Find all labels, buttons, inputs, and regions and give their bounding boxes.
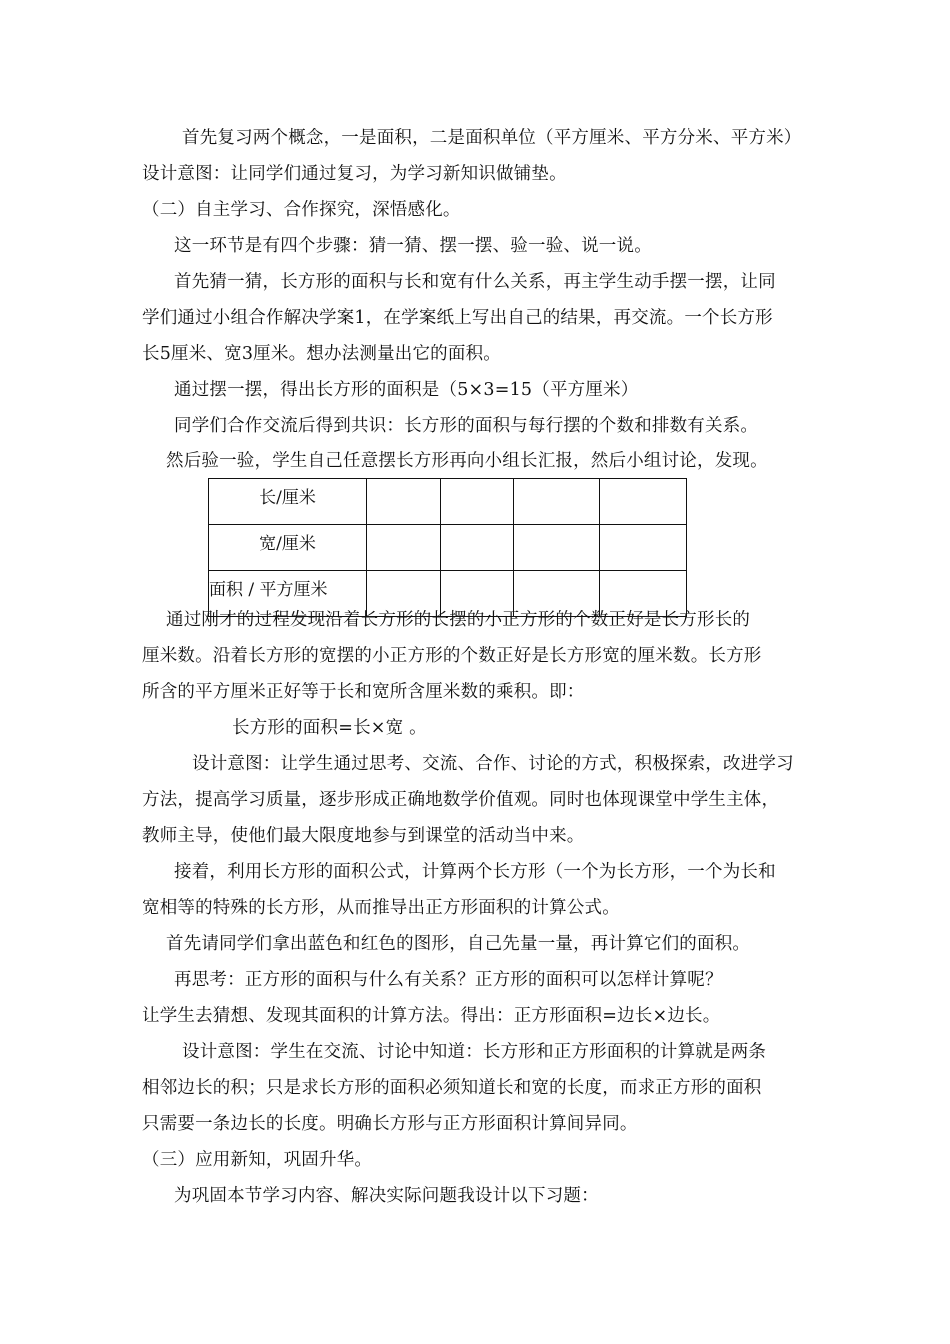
paragraph-discovery: 通过刚才的过程发现沿着长方形的长摆的小正方形的个数正好是长方形长的 [166, 610, 751, 630]
paragraph-design-intent-2-cont-1: 方法，提高学习质量，逐步形成正确地数学价值观。同时也体现课堂中学生主体， [142, 790, 780, 810]
table-cell [600, 479, 687, 525]
row-header-width: 宽/厘米 [209, 525, 367, 571]
table-row [209, 525, 687, 571]
paragraph-design-intent-1: 设计意图：让同学们通过复习，为学习新知识做铺垫。 [142, 164, 567, 184]
paragraph-design-intent-3-cont-1: 相邻边长的积；只是求长方形的面积必须知道长和宽的长度，而求正方形的面积 [142, 1078, 762, 1098]
paragraph-design-intent-2: 设计意图：让学生通过思考、交流、合作、讨论的方式，积极探索，改进学习 [192, 754, 794, 774]
paragraph-discovery-cont-1: 厘米数。沿着长方形的宽摆的小正方形的个数正好是长方形宽的厘米数。长方形 [142, 646, 762, 666]
measurement-table [208, 478, 687, 617]
paragraph-design-intent-2-cont-2: 教师主导，使他们最大限度地参与到课堂的活动当中来。 [142, 826, 585, 846]
table-cell [367, 479, 441, 525]
paragraph-design-intent-3: 设计意图：学生在交流、讨论中知道：长方形和正方形面积的计算就是两条 [182, 1042, 767, 1062]
table-cell [600, 525, 687, 571]
section-heading-3: （三）应用新知，巩固升华。 [142, 1150, 373, 1170]
table-cell [367, 525, 441, 571]
paragraph-guess-cont-2: 长5厘米、宽3厘米。想办法测量出它的面积。 [142, 344, 501, 364]
table-cell [441, 479, 514, 525]
paragraph-review-concepts: 首先复习两个概念，一是面积，二是面积单位（平方厘米、平方分米、平方米） [182, 128, 802, 148]
paragraph-design-intent-3-cont-2: 只需要一条边长的长度。明确长方形与正方形面积计算间异同。 [142, 1114, 638, 1134]
table-row [209, 479, 687, 525]
paragraph-measure-shapes: 首先请同学们拿出蓝色和红色的图形，自己先量一量，再计算它们的面积。 [166, 934, 751, 954]
paragraph-verify: 然后验一验，学生自己任意摆长方形再向小组长汇报，然后小组讨论，发现。 [166, 451, 768, 471]
paragraph-next: 接着，利用长方形的面积公式，计算两个长方形（一个为长方形，一个为长和 [174, 862, 776, 882]
table-cell [441, 525, 514, 571]
paragraph-consensus: 同学们合作交流后得到共识：长方形的面积与每行摆的个数和排数有关系。 [174, 416, 759, 436]
paragraph-guess-cont-1: 学们通过小组合作解决学案1，在学案纸上写出自己的结果，再交流。一个长方形 [142, 308, 773, 328]
row-header-length: 长/厘米 [209, 479, 367, 525]
section-heading-2: （二）自主学习、合作探究，深悟感化。 [142, 200, 461, 220]
table-cell [514, 479, 600, 525]
paragraph-guess: 首先猜一猜，长方形的面积与长和宽有什么关系，再主学生动手摆一摆，让同 [174, 272, 776, 292]
paragraph-four-steps: 这一环节是有四个步骤：猜一猜、摆一摆、验一验、说一说。 [174, 236, 652, 256]
formula-rectangle-area: 长方形的面积=长×宽 。 [232, 718, 427, 738]
paragraph-think-square: 再思考：正方形的面积与什么有关系？正方形的面积可以怎样计算呢？ [174, 970, 723, 990]
paragraph-next-cont: 宽相等的特殊的长方形，从而推导出正方形面积的计算公式。 [142, 898, 620, 918]
paragraph-exercises-intro: 为巩固本节学习内容、解决实际问题我设计以下习题： [174, 1186, 599, 1206]
table-cell [514, 525, 600, 571]
paragraph-arrange-result: 通过摆一摆，得出长方形的面积是（5×3=15（平方厘米） [174, 380, 639, 400]
paragraph-discovery-cont-2: 所含的平方厘米正好等于长和宽所含厘米数的乘积。即： [142, 682, 585, 702]
paragraph-square-formula: 让学生去猜想、发现其面积的计算方法。得出：正方形面积=边长×边长。 [142, 1006, 721, 1026]
row-header-area: 面积 / 平方厘米 [209, 571, 367, 617]
